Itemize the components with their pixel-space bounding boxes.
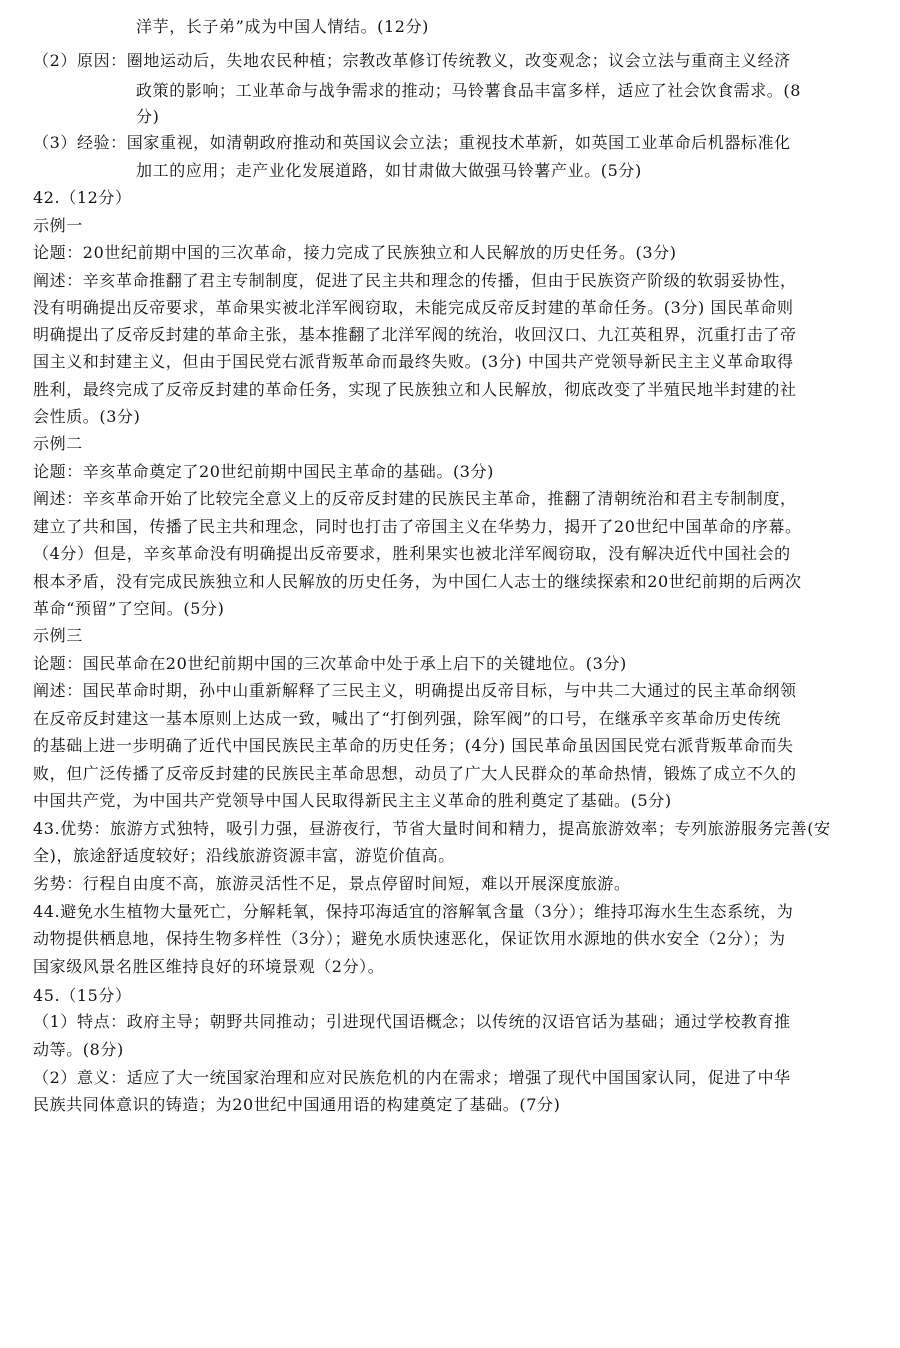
- text-line: 洋芋，长子弟”成为中国人情结。(12分): [136, 17, 430, 36]
- text-line: 国主义和封建主义，但由于国民党右派背叛革命而最终失败。(3分) 中国共产党领导新民主主义革命取得: [33, 352, 794, 371]
- text-line: 革命“预留”了空间。(5分): [33, 599, 225, 618]
- text-line: 民族共同体意识的铸造；为20世纪中国通用语的构建奠定了基础。(7分): [33, 1095, 561, 1114]
- text-line: 阐述：辛亥革命推翻了君主专制制度，促进了民主共和理念的传播，但由于民族资产阶级的软弱妥协性，: [33, 271, 797, 290]
- text-line: 动物提供栖息地，保持生物多样性（3分）；避免水质快速恶化，保证饮用水源地的供水安全（2分）；为: [33, 929, 786, 948]
- text-line: （2）原因：圈地运动后，失地农民种植；宗教改革修订传统教义，改变观念；议会立法与重商主义经济: [33, 51, 791, 70]
- text-line: 全)，旅途舒适度较好；沿线旅游资源丰富，游览价值高。: [33, 846, 455, 865]
- text-line: 44.避免水生植物大量死亡，分解耗氧，保持邛海适宜的溶解氧含量（3分）；维持邛海水生生态系统，为: [33, 902, 794, 921]
- text-line: 在反帝反封建这一基本原则上达成一致，喊出了“打倒列强，除军阀”的口号，在继承辛亥革命历史传统: [33, 709, 781, 728]
- text-line: 中国共产党，为中国共产党领导中国人民取得新民主主义革命的胜利奠定了基础。(5分): [33, 791, 672, 810]
- text-line: 43.优势：旅游方式独特，吸引力强，昼游夜行，节省大量时间和精力，提高旅游效率；专列旅游服务完善(安: [33, 819, 831, 838]
- text-line: 阐述：辛亥革命开始了比较完全意义上的反帝反封建的民族民主革命，推翻了清朝统治和君主专制制度，: [33, 489, 797, 508]
- example-heading: 示例三: [33, 626, 83, 645]
- text-line: 国家级风景名胜区维持良好的环境景观（2分）。: [33, 957, 385, 976]
- text-line: 动等。(8分): [33, 1040, 124, 1059]
- question-heading: 45.（15分）: [33, 986, 132, 1005]
- text-line: 的基础上进一步明确了近代中国民族民主革命的历史任务；(4分) 国民革命虽因国民党右派背叛革命而失: [33, 736, 794, 755]
- text-line: 明确提出了反帝反封建的革命主张，基本推翻了北洋军阀的统治，收回汉口、九江英租界，沉重打击了帝: [33, 325, 797, 344]
- text-line: 阐述：国民革命时期，孙中山重新解释了三民主义，明确提出反帝目标，与中共二大通过的民主革命纲领: [33, 681, 797, 700]
- text-line: 根本矛盾，没有完成民族独立和人民解放的历史任务，为中国仁人志士的继续探索和20世纪前期的后两次: [33, 572, 802, 591]
- text-line: 没有明确提出反帝要求，革命果实被北洋军阀窃取，未能完成反帝反封建的革命任务。(3分) 国民革命则: [33, 298, 794, 317]
- text-line: （2）意义：适应了大一统国家治理和应对民族危机的内在需求；增强了现代中国国家认同，促进了中华: [33, 1068, 791, 1087]
- example-heading: 示例一: [33, 216, 83, 235]
- text-line: 论题：辛亥革命奠定了20世纪前期中国民主革命的基础。(3分): [33, 462, 495, 481]
- example-heading: 示例二: [33, 434, 83, 453]
- text-line: （1）特点：政府主导；朝野共同推动；引进现代国语概念；以传统的汉语官话为基础；通过学校教育推: [33, 1012, 791, 1031]
- text-line: 论题：国民革命在20世纪前期中国的三次革命中处于承上启下的关键地位。(3分): [33, 654, 627, 673]
- text-line: 胜利，最终完成了反帝反封建的革命任务，实现了民族独立和人民解放，彻底改变了半殖民地半封建的社: [33, 380, 797, 399]
- text-line: 分): [136, 107, 160, 126]
- text-line: 加工的应用；走产业化发展道路，如甘肃做大做强马铃薯产业。(5分): [136, 161, 642, 180]
- question-heading: 42.（12分）: [33, 188, 132, 207]
- text-line: （4分）但是，辛亥革命没有明确提出反帝要求，胜利果实也被北洋军阀窃取，没有解决近代中国社会的: [33, 544, 791, 563]
- text-line: 建立了共和国，传播了民主共和理念，同时也打击了帝国主义在华势力，揭开了20世纪中国革命的序幕。: [33, 517, 802, 536]
- text-line: 会性质。(3分): [33, 407, 141, 426]
- text-line: （3）经验：国家重视，如清朝政府推动和英国议会立法；重视技术革新，如英国工业革命后机器标准化: [33, 133, 791, 152]
- text-line: 政策的影响；工业革命与战争需求的推动；马铃薯食品丰富多样，适应了社会饮食需求。(8: [136, 81, 802, 100]
- text-line: 劣势：行程自由度不高，旅游灵活性不足，景点停留时间短，难以开展深度旅游。: [33, 874, 631, 893]
- text-line: 论题：20世纪前期中国的三次革命，接力完成了民族独立和人民解放的历史任务。(3分): [33, 243, 677, 262]
- text-line: 败，但广泛传播了反帝反封建的民族民主革命思想，动员了广大人民群众的革命热情，锻炼了成立不久的: [33, 764, 797, 783]
